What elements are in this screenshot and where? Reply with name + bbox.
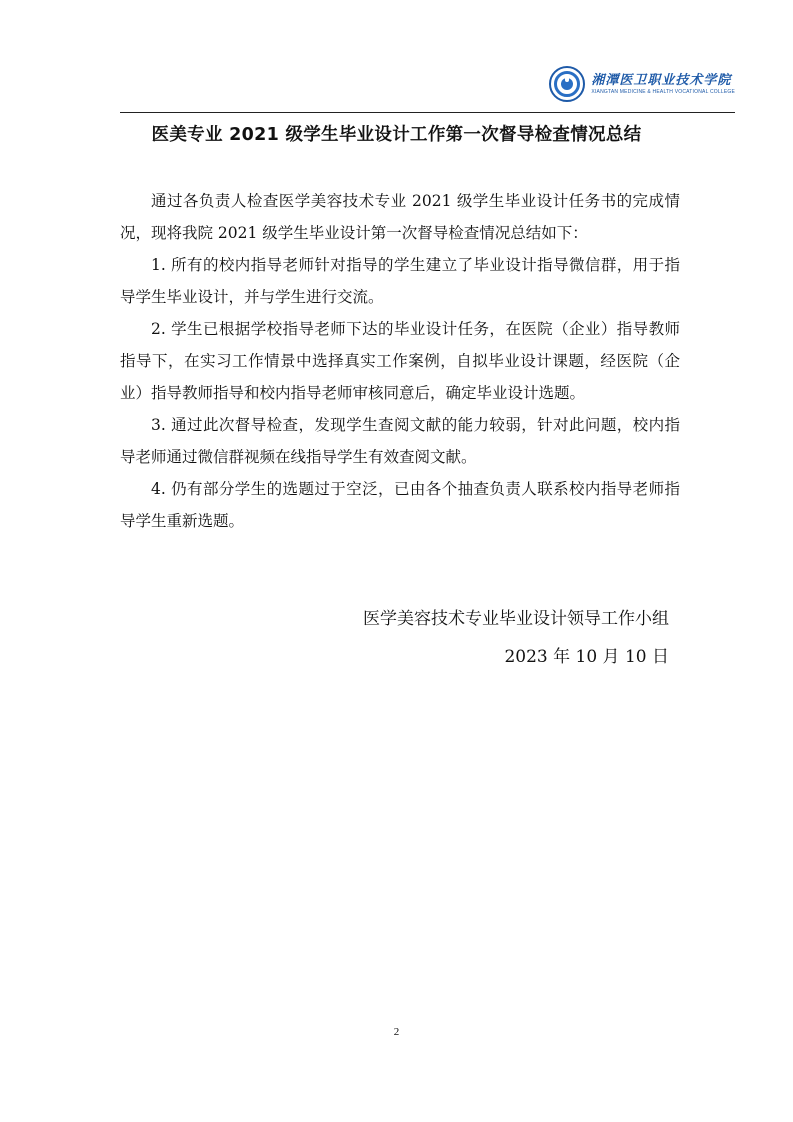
list-item: 3. 通过此次督导检查，发现学生查阅文献的能力较弱，针对此问题，校内指导老师通过微信群视频在线指导学生有效查阅文献。 [120, 416, 680, 466]
logo-name-en: XIANGTAN MEDICINE & HEALTH VOCATIONAL COLLEGE [591, 88, 735, 95]
logo-name-cn: 湘潭医卫职业技术学院 [591, 72, 732, 88]
document-title: 医美专业 2021 级学生毕业设计工作第一次督导检查情况总结 [151, 125, 642, 145]
list-item: 1. 所有的校内指导老师针对指导的学生建立了毕业设计指导微信群，用于指导学生毕业设计，并与学生进行交流。 [120, 256, 680, 306]
page-number: 2 [393, 1026, 400, 1038]
page-header [120, 58, 735, 113]
list-item: 2. 学生已根据学校指导老师下达的毕业设计任务，在医院（企业）指导教师指导下，在实习工作情景中选择真实工作案例，自拟毕业设计课题，经医院（企业）指导教师指导和校内指导老师审核同意后，确定毕业设计选题。 [120, 320, 680, 402]
document-body [120, 185, 680, 537]
header-divider [120, 112, 735, 113]
college-logo [549, 66, 735, 102]
signature-date: 2023 年 10 月 10 日 [504, 647, 669, 667]
logo-text [591, 74, 735, 95]
college-emblem-icon [549, 66, 585, 102]
intro-paragraph: 通过各负责人检查医学美容技术专业 2021 级学生毕业设计任务书的完成情况，现将我院 2021 级学生毕业设计第一次督导检查情况总结如下： [120, 192, 680, 242]
list-item: 4. 仍有部分学生的选题过于空泛，已由各个抽查负责人联系校内指导老师指导学生重新选题。 [120, 480, 680, 530]
signature-organization: 医学美容技术专业毕业设计领导工作小组 [363, 609, 669, 629]
signature-block [363, 600, 669, 676]
